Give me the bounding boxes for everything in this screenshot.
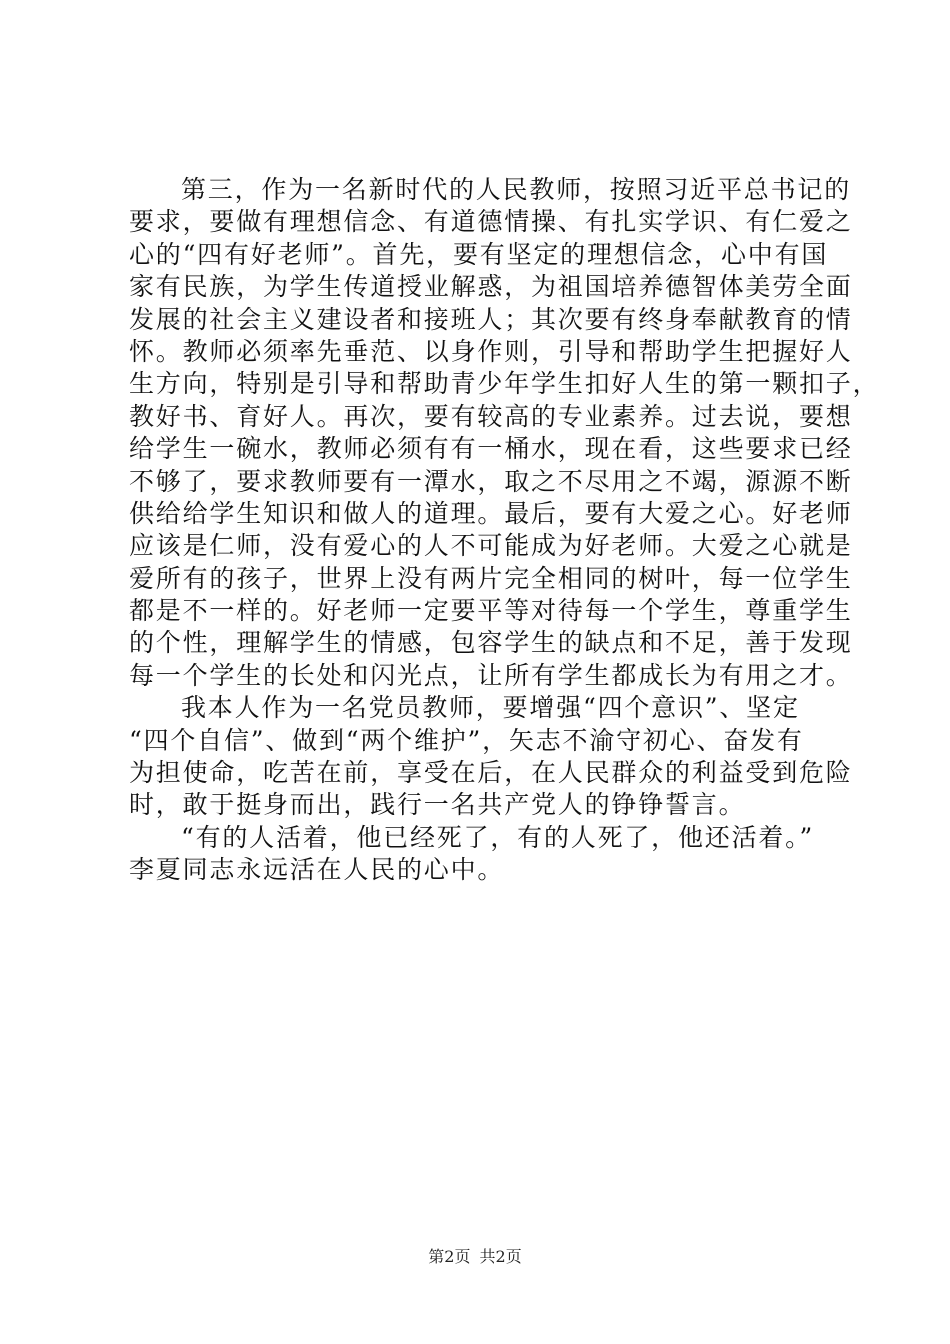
paragraph-1-line-14: 都是不一样的。好老师一定要平等对待每一个学生，尊重学生 (129, 596, 853, 626)
paragraph-1-line-12: 应该是仁师，没有爱心的人不可能成为好老师。大爱之心就是 (129, 531, 853, 561)
paragraph-2-line-4: 时，敢于挺身而出，践行一名共产党人的铮铮誓言。 (129, 790, 746, 820)
paragraph-1-line-13: 爱所有的孩子，世界上没有两片完全相同的树叶，每一位学生 (129, 563, 853, 593)
paragraph-1-line-7: 生方向，特别是引导和帮助青少年学生扣好人生的第一颗扣子， (129, 369, 880, 399)
paragraph-1-line-10: 不够了，要求教师要有一潭水，取之不尽用之不竭，源源不断 (129, 466, 853, 496)
paragraph-1-line-5: 发展的社会主义建设者和接班人；其次要有终身奉献教育的情 (129, 304, 853, 334)
paragraph-1-line-4: 家有民族，为学生传道授业解惑，为祖国培养德智体美劳全面 (129, 272, 853, 302)
paragraph-1-line-2: 要求，要做有理想信念、有道德情操、有扎实学识、有仁爱之 (129, 207, 853, 237)
paragraph-1-line-16: 每一个学生的长处和闪光点，让所有学生都成长为有用之才。 (129, 660, 853, 690)
paragraph-2-line-3: 为担使命，吃苦在前，享受在后，在人民群众的利益受到危险 (129, 758, 853, 788)
paragraph-1-line-1: 第三，作为一名新时代的人民教师，按照习近平总书记的 (181, 175, 852, 204)
page-number: 第2页 (428, 1247, 471, 1266)
paragraph-3-line-1: “有的人活着，他已经死了，有的人死了，他还活着。” (181, 822, 815, 852)
paragraph-1-line-6: 怀。教师必须率先垂范、以身作则，引导和帮助学生把握好人 (129, 336, 853, 366)
document-body (129, 174, 880, 887)
paragraph-2-line-1: 我本人作为一名党员教师，要增强“四个意识”、坚定 (181, 693, 800, 723)
page-footer (0, 1244, 950, 1267)
paragraph-1-line-11: 供给给学生知识和做人的道理。最后，要有大爱之心。好老师 (129, 498, 853, 528)
paragraph-1-line-8: 教好书、育好人。再次，要有较高的专业素养。过去说，要想 (129, 401, 853, 431)
paragraph-1-line-15: 的个性，理解学生的情感，包容学生的缺点和不足，善于发现 (129, 628, 853, 658)
paragraph-1-line-3: 心的“四有好老师”。首先，要有坚定的理想信念，心中有国 (129, 239, 829, 269)
paragraph-1-line-9: 给学生一碗水，教师必须有有一桶水，现在看，这些要求已经 (129, 434, 853, 464)
page-total: 共2页 (479, 1247, 522, 1266)
paragraph-3-line-2: 李夏同志永远活在人民的心中。 (129, 855, 505, 885)
paragraph-2-line-2: “四个自信”、做到“两个维护”，矢志不渝守初心、奋发有 (129, 725, 804, 755)
